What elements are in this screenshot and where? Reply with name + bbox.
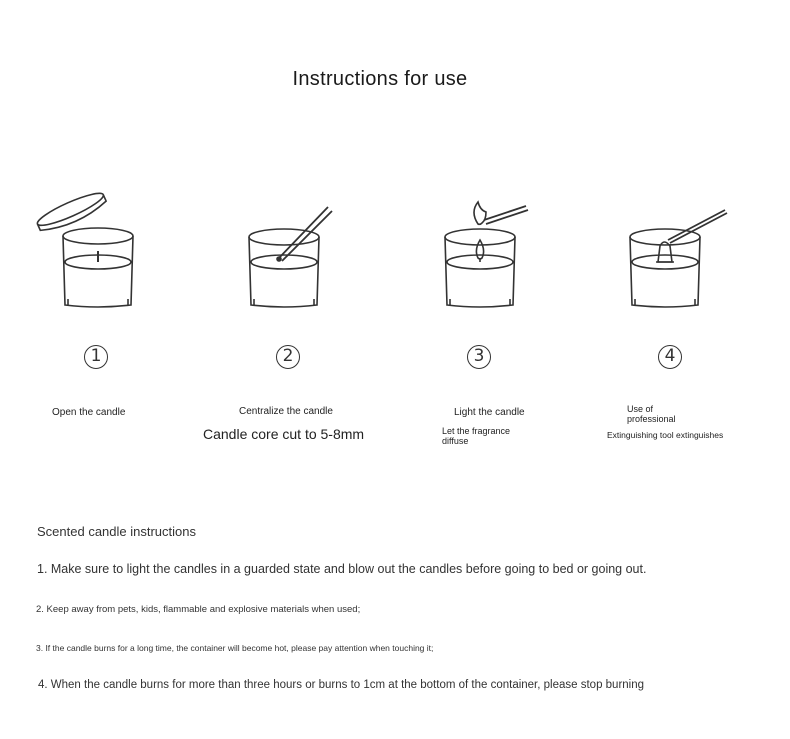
step-2-detail: Candle core cut to 5-8mm <box>203 426 365 442</box>
instruction-item-3: 3. If the candle burns for a long time, the container will become hot, please pay attention when touching it; <box>36 643 434 653</box>
page-title: Instructions for use <box>292 68 468 90</box>
step-3-detail: Let the fragrance diffuse <box>442 426 511 446</box>
step-number-1: 1 <box>84 345 108 369</box>
candle-snuffer-icon <box>620 200 740 315</box>
candle-lid-open-icon <box>30 185 150 315</box>
candle-wick-trim-icon <box>238 195 368 315</box>
instructions-heading: Scented candle instructions <box>37 524 196 539</box>
step-4-detail: Extinguishing tool extinguishes <box>607 430 724 440</box>
candle-lighting-icon <box>430 192 550 312</box>
instruction-item-4: 4. When the candle burns for more than three hours or burns to 1cm at the bottom of the container, please stop burning <box>38 679 645 691</box>
instruction-item-1: 1. Make sure to light the candles in a guarded state and blow out the candles before going to bed or going out. <box>37 562 647 576</box>
step-2-caption: Centralize the candle <box>239 406 333 417</box>
instruction-item-2: 2. Keep away from pets, kids, flammable and explosive materials when used; <box>36 604 361 615</box>
step-1-caption: Open the candle <box>52 407 126 418</box>
step-number-3: 3 <box>467 345 491 369</box>
step-number-4: 4 <box>658 345 682 369</box>
step-4-caption: Use of professional <box>627 404 676 424</box>
step-3-caption: Light the candle <box>454 407 525 418</box>
step-number-2: 2 <box>276 345 300 369</box>
